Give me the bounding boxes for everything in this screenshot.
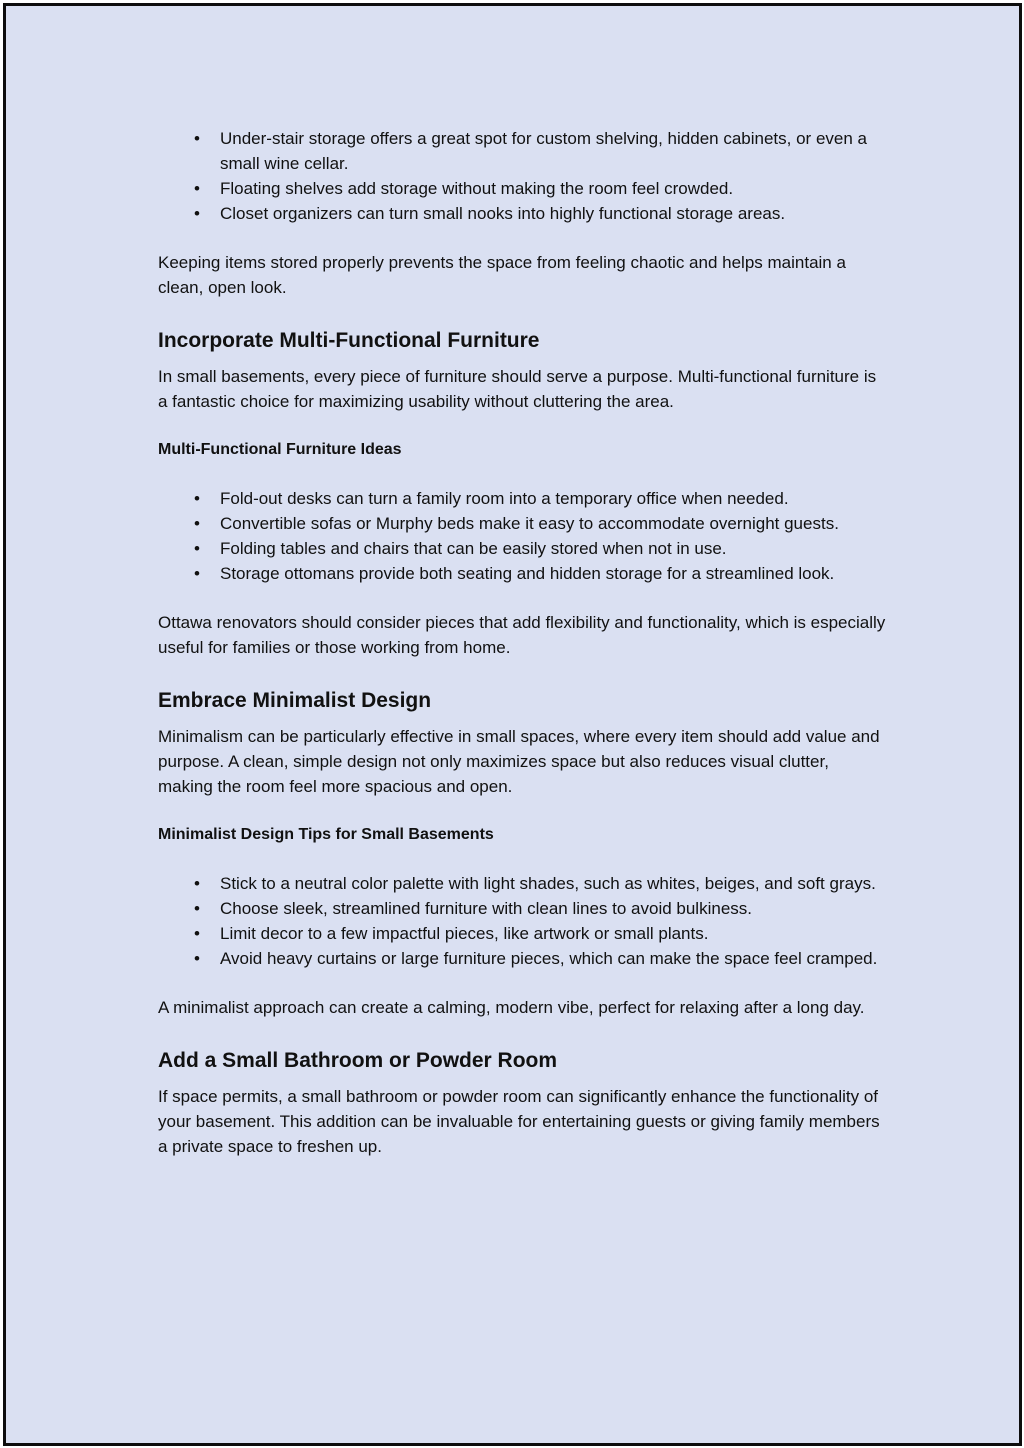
section-heading-bathroom: Add a Small Bathroom or Powder Room	[158, 1049, 558, 1072]
multi-functional-list	[158, 486, 888, 586]
list-item: • Choose sleek, streamlined furniture with clean lines to avoid bulkiness.	[158, 896, 888, 921]
minimalist-list	[158, 871, 888, 971]
bullet-icon: •	[194, 179, 200, 198]
storage-paragraph: Keeping items stored properly prevents the space from feeling chaotic and helps maintain a clean, open look.	[158, 253, 846, 297]
multi-functional-outro: Ottawa renovators should consider pieces that add flexibility and functionality, which is especially useful for families or those working from home.	[158, 613, 886, 657]
list-item: • Floating shelves add storage without making the room feel crowded.	[158, 176, 888, 201]
list-item: • Storage ottomans provide both seating and hidden storage for a streamlined look.	[158, 561, 888, 586]
bullet-icon: •	[194, 204, 200, 223]
list-item: • Folding tables and chairs that can be easily stored when not in use.	[158, 536, 888, 561]
bullet-icon: •	[194, 874, 200, 893]
document-content	[158, 126, 888, 1159]
bullet-icon: •	[194, 489, 200, 508]
bullet-icon: •	[194, 129, 200, 148]
list-item: • Limit decor to a few impactful pieces, like artwork or small plants.	[158, 921, 888, 946]
section-heading-multi-functional: Incorporate Multi-Functional Furniture	[158, 329, 540, 352]
subheading-multi-functional-ideas: Multi-Functional Furniture Ideas	[158, 441, 402, 458]
minimalist-intro: Minimalism can be particularly effective in small spaces, where every item should add value and purpose. A clean, simple design not only maximizes space but also reduces visual clutter, making the room feel more spacious and open.	[158, 727, 880, 796]
bullet-icon: •	[194, 899, 200, 918]
list-item: • Under-stair storage offers a great spot for custom shelving, hidden cabinets, or even a small wine cellar.	[158, 126, 888, 176]
minimalist-outro: A minimalist approach can create a calming, modern vibe, perfect for relaxing after a long day.	[158, 998, 865, 1017]
multi-functional-intro: In small basements, every piece of furniture should serve a purpose. Multi-functional furniture is a fantastic choice for maximizing usability without cluttering the area.	[158, 367, 877, 411]
bullet-icon: •	[194, 539, 200, 558]
section-heading-minimalist: Embrace Minimalist Design	[158, 689, 432, 712]
list-item: • Closet organizers can turn small nooks into highly functional storage areas.	[158, 201, 888, 226]
list-item: • Convertible sofas or Murphy beds make it easy to accommodate overnight guests.	[158, 511, 888, 536]
bullet-icon: •	[194, 949, 200, 968]
document-page	[3, 3, 1022, 1446]
storage-ideas-list	[158, 126, 888, 226]
list-item: • Fold-out desks can turn a family room into a temporary office when needed.	[158, 486, 888, 511]
list-item: • Stick to a neutral color palette with light shades, such as whites, beiges, and soft grays.	[158, 871, 888, 896]
bullet-icon: •	[194, 564, 200, 583]
bullet-icon: •	[194, 514, 200, 533]
subheading-minimalist-tips: Minimalist Design Tips for Small Basements	[158, 826, 494, 843]
bathroom-intro: If space permits, a small bathroom or powder room can significantly enhance the functionality of your basement. This addition can be invaluable for entertaining guests or giving family members a private space to freshen up.	[158, 1087, 880, 1156]
list-item: • Avoid heavy curtains or large furniture pieces, which can make the space feel cramped.	[158, 946, 888, 971]
bullet-icon: •	[194, 924, 200, 943]
